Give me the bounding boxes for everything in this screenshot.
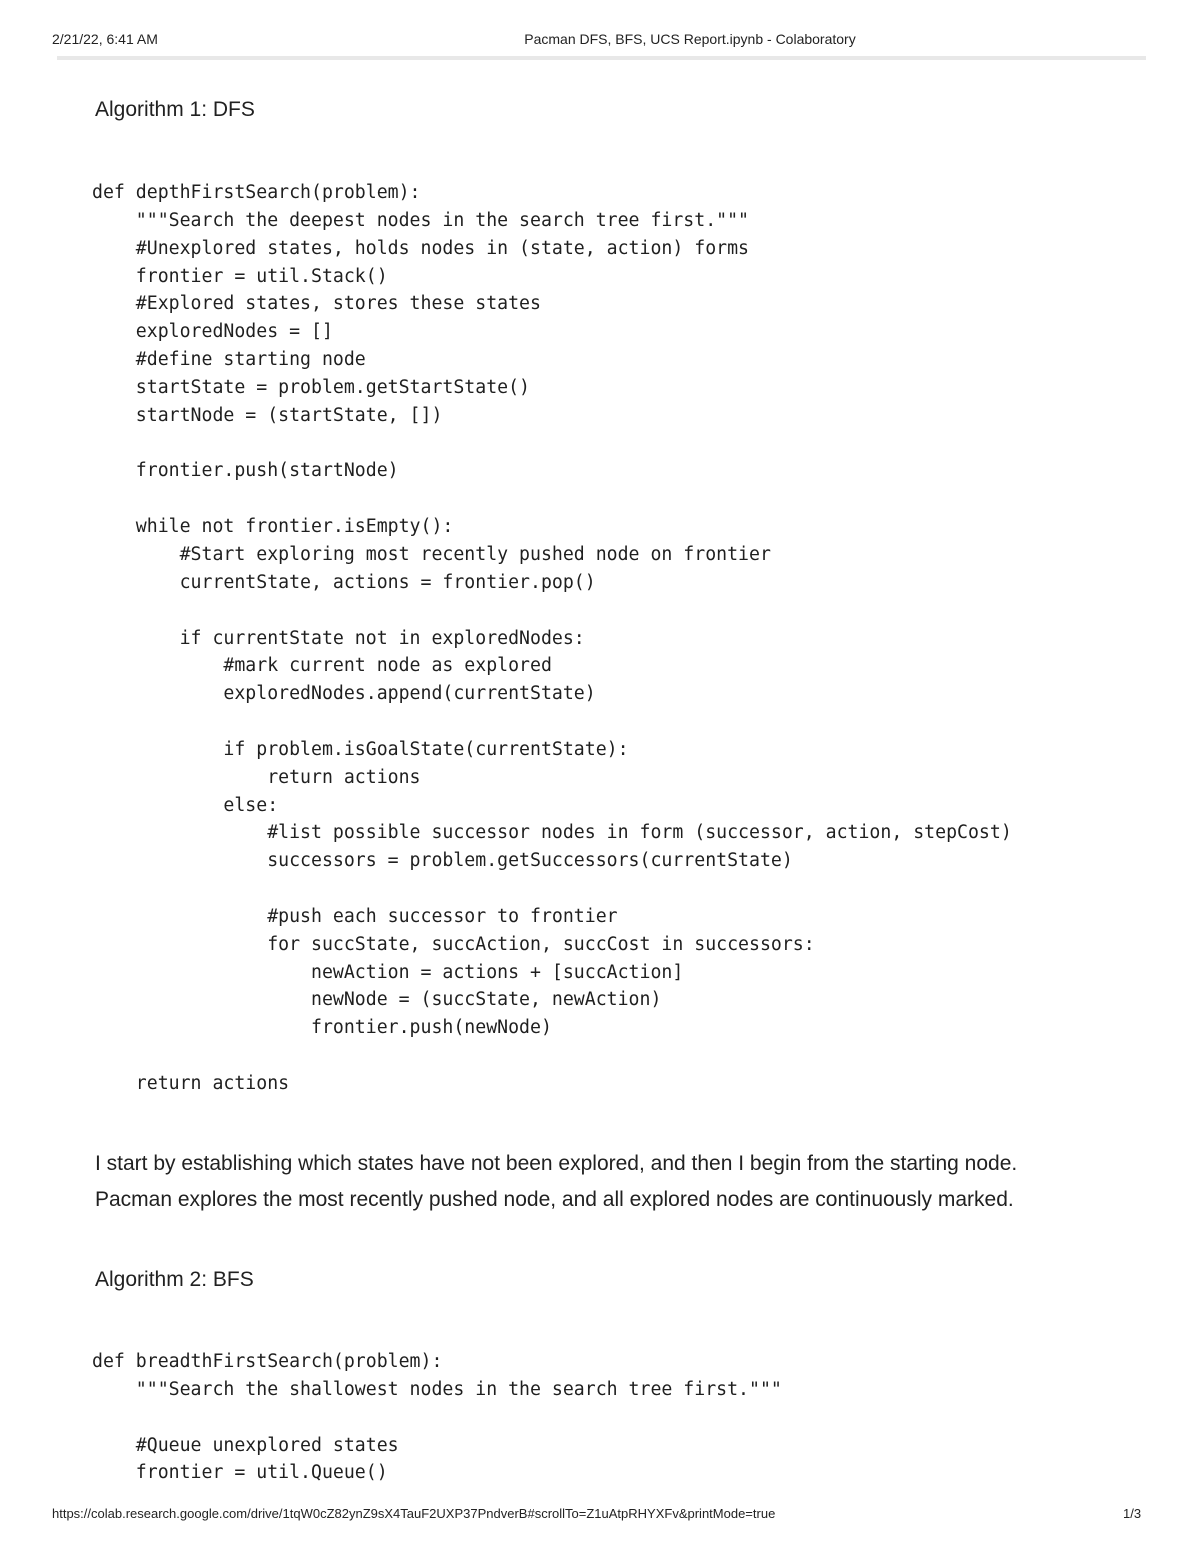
section-heading-dfs: Algorithm 1: DFS <box>95 98 255 121</box>
header-divider <box>57 56 1146 60</box>
dfs-explanation-line-2: Pacman explores the most recently pushed node, and all explored nodes are continuously marked. <box>95 1188 1014 1211</box>
dfs-explanation-line-1: I start by establishing which states have not been explored, and then I begin from the starting node. <box>95 1152 1018 1175</box>
code-cell-bfs: def breadthFirstSearch(problem): """Search the shallowest nodes in the search tree first.""" #Queue unexplored states frontier = util.Queue() <box>92 1351 782 1484</box>
print-datetime: 2/21/22, 6:41 AM <box>52 31 158 47</box>
section-heading-bfs: Algorithm 2: BFS <box>95 1268 254 1291</box>
dfs-explanation <box>95 1146 1155 1218</box>
code-cell-dfs: def depthFirstSearch(problem): """Search the deepest nodes in the search tree first.""" #Unexplored states, holds nodes in (state, action) forms frontier = util.Stack() #Explored states, stores these states exploredNodes = [] #define starting node startState = problem.getStartState() startNode = (startState, []) frontier.push(startNode) while not frontier.isEmpty(): #Start exploring most recently pushed node on frontier currentState, actions = frontier.pop() if currentState not in exploredNodes: #mark current node as explored exploredNodes.append(currentState) if problem.isGoalState(currentState): return actions else: #list possible successor nodes in form (successor, action, stepCost) successors = problem.getSuccessors(currentState) #push each successor to frontier for succState, succAction, succCost in successors: newAction = actions + [succAction] newNode = (succState, newAction) frontier.push(newNode) return actions <box>92 182 1012 1094</box>
page-url: https://colab.research.google.com/drive/1tqW0cZ82ynZ9sX4TauF2UXP37PndverB#scrollTo=Z1uAtpRHYXFv&printMode=true <box>52 1506 776 1521</box>
page-number: 1/3 <box>1123 1506 1142 1521</box>
document-title: Pacman DFS, BFS, UCS Report.ipynb - Colaboratory <box>524 31 856 47</box>
